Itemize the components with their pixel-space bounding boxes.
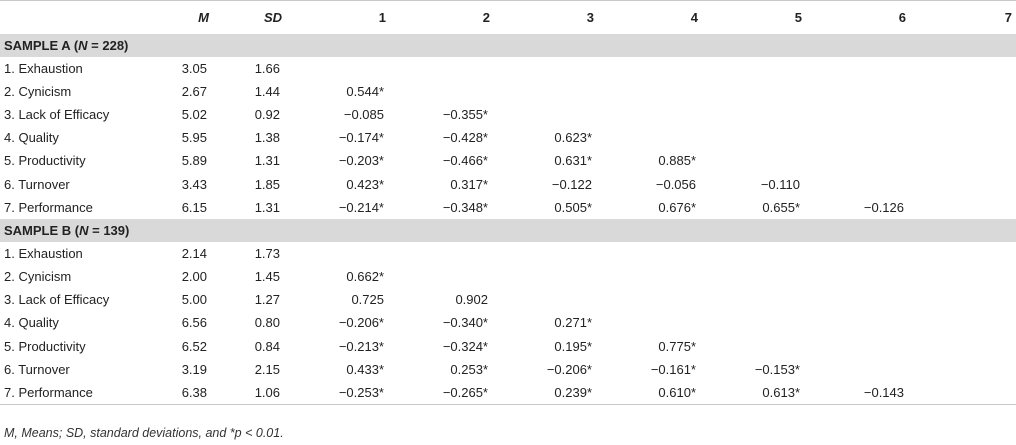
- column-header: [0, 1, 143, 34]
- table-cell: [702, 149, 806, 172]
- column-header: 1: [286, 1, 390, 34]
- table-cell: [806, 149, 910, 172]
- row-label: 1. Exhaustion: [4, 60, 83, 76]
- section-title-suffix: = 228): [87, 37, 129, 53]
- row-label: 6. Turnover: [4, 361, 70, 377]
- table-row: [0, 172, 1016, 195]
- table-cell: [598, 126, 702, 149]
- column-header: 2: [390, 1, 494, 34]
- table-cell: [390, 242, 494, 265]
- section-header-row: [0, 219, 1016, 242]
- table-cell: [910, 311, 1016, 334]
- table-cell: −0.110: [760, 176, 800, 192]
- table-cell: −0.126: [863, 199, 904, 215]
- table-cell: [806, 80, 910, 103]
- row-label: 7. Performance: [0, 381, 143, 405]
- table-cell: 5.02: [181, 106, 207, 122]
- table-cell: 5.00: [181, 292, 207, 308]
- row-label: 5. Productivity: [4, 153, 86, 169]
- table-cell: −0.214*: [338, 199, 384, 215]
- table-row: [0, 80, 1016, 103]
- table-cell: −0.466*: [442, 153, 488, 169]
- table-cell: [702, 242, 806, 265]
- table-cell: −0.143: [806, 381, 910, 405]
- table-cell: 0.433*: [346, 361, 384, 377]
- section-title-suffix: = 139): [88, 222, 130, 238]
- column-header: 5: [702, 1, 806, 34]
- table-cell: 0.655*: [762, 199, 800, 215]
- table-cell: 0.902: [455, 292, 488, 308]
- table-cell: 6.15: [181, 199, 207, 215]
- column-header: 7: [910, 1, 1016, 34]
- section-title-n: N: [79, 222, 89, 238]
- table-cell: 3.19: [181, 361, 207, 377]
- table-cell: 0.239*: [494, 381, 598, 405]
- table-row: [0, 242, 1016, 265]
- table-cell: −0.122: [551, 176, 592, 192]
- table-cell: [702, 311, 806, 334]
- table-cell: 1.31: [254, 153, 280, 169]
- table-cell: 5.89: [181, 153, 207, 169]
- table-row: [0, 335, 1016, 358]
- table-cell: [702, 103, 806, 126]
- table-cell: [806, 172, 910, 195]
- table-row: [0, 358, 1016, 381]
- table-cell: −0.085: [343, 106, 384, 122]
- row-label: 4. Quality: [4, 130, 59, 146]
- table-cell: 1.38: [254, 130, 280, 146]
- table-cell: [286, 57, 390, 80]
- table-cell: 0.725: [351, 292, 384, 308]
- table-cell: [910, 80, 1016, 103]
- table-cell: −0.265*: [390, 381, 494, 405]
- row-label: 5. Productivity: [4, 338, 86, 354]
- table-cell: 0.253*: [450, 361, 488, 377]
- section-title: [0, 219, 1016, 242]
- row-label: 7. Performance: [4, 199, 93, 215]
- table-cell: −0.348*: [442, 199, 488, 215]
- section-title-n: N: [78, 37, 88, 53]
- table-cell: [910, 103, 1016, 126]
- table-body: [0, 34, 1016, 405]
- column-header: 3: [494, 1, 598, 34]
- table-cell: 1.73: [254, 245, 280, 261]
- table-cell: −0.340*: [442, 315, 488, 331]
- table-cell: 2.15: [254, 361, 280, 377]
- table-cell: 0.613*: [702, 381, 806, 405]
- table-cell: [598, 265, 702, 288]
- table-cell: [494, 80, 598, 103]
- table-cell: 0.84: [254, 338, 280, 354]
- section-title-prefix: SAMPLE A (: [4, 37, 79, 53]
- table-cell: −0.206*: [546, 361, 592, 377]
- column-header: SD: [213, 1, 286, 34]
- table-cell: 2.67: [181, 83, 207, 99]
- column-header: 4: [598, 1, 702, 34]
- column-header: 6: [806, 1, 910, 34]
- table-row: [0, 126, 1016, 149]
- table-cell: −0.213*: [338, 338, 384, 354]
- row-label: 2. Cynicism: [4, 83, 72, 99]
- table-cell: 5.95: [181, 130, 207, 146]
- table-cell: −0.355*: [442, 106, 488, 122]
- table-cell: 0.92: [254, 106, 280, 122]
- table-cell: 0.631*: [554, 153, 592, 169]
- table-cell: 0.317*: [450, 176, 488, 192]
- table-footnote: M, Means; SD, standard deviations, and *p < 0.01.: [4, 426, 284, 440]
- table-cell: 3.05: [181, 60, 207, 76]
- table-cell: [702, 57, 806, 80]
- table-cell: 0.423*: [346, 176, 384, 192]
- table-cell: [806, 311, 910, 334]
- table-cell: [598, 311, 702, 334]
- table-cell: 0.505*: [554, 199, 592, 215]
- table-cell: 6.38: [143, 381, 213, 405]
- table-cell: [598, 288, 702, 311]
- table-row: [0, 149, 1016, 172]
- table-cell: 1.45: [254, 269, 280, 285]
- row-label: 1. Exhaustion: [4, 245, 83, 261]
- table-cell: [806, 265, 910, 288]
- row-label: 4. Quality: [4, 315, 59, 331]
- table-cell: [702, 288, 806, 311]
- table-cell: 1.27: [254, 292, 280, 308]
- table-cell: [910, 57, 1016, 80]
- table-cell: 0.610*: [598, 381, 702, 405]
- table-cell: [806, 288, 910, 311]
- table-cell: [702, 335, 806, 358]
- table-cell: 0.271*: [554, 315, 592, 331]
- table-cell: [806, 103, 910, 126]
- table-cell: [806, 358, 910, 381]
- row-label: 3. Lack of Efficacy: [4, 106, 110, 122]
- table-cell: −0.153*: [754, 361, 800, 377]
- table-row: [0, 381, 1016, 405]
- table-cell: [494, 265, 598, 288]
- table-cell: 6.52: [181, 338, 207, 354]
- table-cell: 2.00: [181, 269, 207, 285]
- table-cell: 1.66: [254, 60, 280, 76]
- table-cell: [390, 265, 494, 288]
- table-cell: [806, 242, 910, 265]
- table-header: [0, 1, 1016, 34]
- table-cell: [494, 103, 598, 126]
- table-cell: 0.775*: [658, 338, 696, 354]
- table-cell: [910, 381, 1016, 405]
- table-cell: [910, 288, 1016, 311]
- table-cell: [910, 149, 1016, 172]
- table-cell: 0.662*: [346, 269, 384, 285]
- table-cell: −0.253*: [286, 381, 390, 405]
- table-cell: [806, 57, 910, 80]
- row-label: 3. Lack of Efficacy: [4, 292, 110, 308]
- table-cell: [494, 288, 598, 311]
- table-cell: [494, 242, 598, 265]
- table-row: [0, 103, 1016, 126]
- table-cell: −0.206*: [338, 315, 384, 331]
- table-cell: [702, 265, 806, 288]
- table-row: [0, 288, 1016, 311]
- table-cell: −0.203*: [338, 153, 384, 169]
- table-cell: −0.324*: [442, 338, 488, 354]
- table-cell: 1.31: [254, 199, 280, 215]
- table-cell: 3.43: [181, 176, 207, 192]
- table-row: [0, 57, 1016, 80]
- section-header-row: [0, 34, 1016, 57]
- table-cell: [598, 103, 702, 126]
- table-cell: [910, 265, 1016, 288]
- table-cell: [390, 80, 494, 103]
- table-cell: [702, 126, 806, 149]
- table-row: [0, 311, 1016, 334]
- table-cell: 0.885*: [658, 153, 696, 169]
- table-cell: [910, 126, 1016, 149]
- section-title: [0, 34, 1016, 57]
- row-label: 6. Turnover: [4, 176, 70, 192]
- table-cell: 1.44: [254, 83, 280, 99]
- row-label: 2. Cynicism: [4, 269, 72, 285]
- table-cell: −0.174*: [338, 130, 384, 146]
- table-cell: [910, 172, 1016, 195]
- table-cell: 0.623*: [554, 130, 592, 146]
- table-cell: −0.161*: [650, 361, 696, 377]
- table-cell: [494, 57, 598, 80]
- table-cell: [598, 80, 702, 103]
- table-cell: 2.14: [181, 245, 207, 261]
- table-cell: [910, 335, 1016, 358]
- table-cell: [390, 57, 494, 80]
- table-cell: [598, 57, 702, 80]
- table-cell: 0.676*: [658, 199, 696, 215]
- table-cell: 6.56: [181, 315, 207, 331]
- table-cell: [806, 335, 910, 358]
- table-cell: 1.06: [213, 381, 286, 405]
- table-cell: [598, 242, 702, 265]
- table-cell: [702, 80, 806, 103]
- table-cell: 0.195*: [554, 338, 592, 354]
- table-cell: −0.056: [655, 176, 696, 192]
- table-cell: 0.80: [254, 315, 280, 331]
- table-row: [0, 265, 1016, 288]
- column-header: M: [143, 1, 213, 34]
- table-cell: 0.544*: [346, 83, 384, 99]
- table-cell: [806, 126, 910, 149]
- table-cell: [286, 242, 390, 265]
- table-cell: [910, 196, 1016, 219]
- table-cell: [910, 358, 1016, 381]
- table-cell: −0.428*: [442, 130, 488, 146]
- table-cell: [910, 242, 1016, 265]
- table-cell: 1.85: [254, 176, 280, 192]
- header-row: [0, 1, 1016, 34]
- table-row: [0, 196, 1016, 219]
- section-title-prefix: SAMPLE B (: [4, 222, 80, 238]
